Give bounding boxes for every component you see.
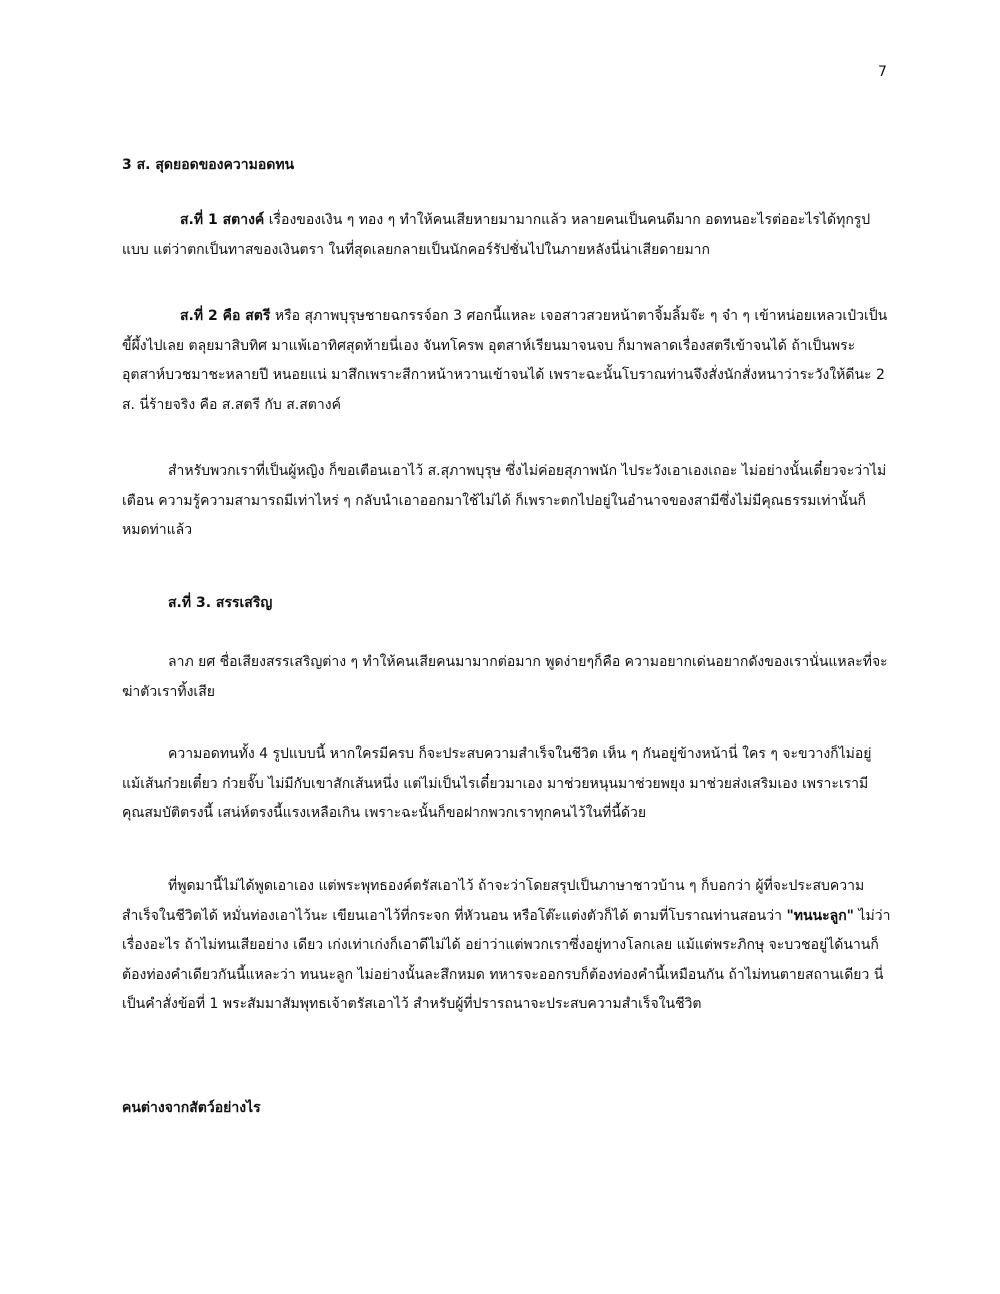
- paragraph-lead: ส.ที่ 2 คือ สตรี: [180, 308, 271, 324]
- paragraph-endure: [122, 872, 892, 1020]
- paragraph-money: [122, 206, 892, 265]
- paragraph-text: ไม่ว่าเรื่องอะไร ถ้าไม่ทนเสียอย่าง เดียว เก่งเท่าเก่งก็เอาดีไม่ได้ อย่าว่าแต่พวกเราซึ่งอยู่ทางโลกเลย แม้แต่พระภิกษุ จะบวชอยู่ได้นานก็ต้องท่องคำเดียวกันนี้แหละว่า ทนนะลูก ไม่อย่างนั้นละสึกหมด ทหารจะออกรบก็ต้องท่องคำนี้เหมือนกัน ถ้าไม่ทนตายสถานเดียว นี่เป็นคำสั่งข้อที่ 1 พระสัมมาสัมพุทธเจ้าตรัสเอาไว้ สำหรับผู้ที่ปรารถนาจะประสบความสำเร็จในชีวิต: [122, 907, 891, 1012]
- paragraph-text: เรื่องของเงิน ๆ ทอง ๆ ทำให้คนเสียหายมามากแล้ว หลายคนเป็นคนดีมาก อดทนอะไรต่ออะไรได้ทุกรูปแบบ แต่ว่าตกเป็นทาสของเงินตรา ในที่สุดเลยกลายเป็นนักคอร์รัปชั่นไปในภายหลังนี่น่าเสียดายมาก: [122, 212, 871, 258]
- paragraph-women: [122, 302, 892, 420]
- paragraph-warning: [122, 457, 892, 546]
- page-number: 7: [878, 64, 887, 80]
- paragraph-text: ความอดทนทั้ง 4 รูปแบบนี้ หากใครมีครบ ก็จะประสบความสำเร็จในชีวิต เห็น ๆ กันอยู่ข้างหน้านี่ ใคร ๆ จะขวางก็ไม่อยู่ แม้เส้นก๋วยเตี๋ยว ก๋วยจั๊บ ไม่มีกับเขาสักเส้นหนึ่ง แต่ไม่เป็นไรเดี๋ยวมาเอง มาช่วยหนุนมาช่วยพยุง มาช่วยส่งเสริมเอง เพราะเรามีคุณสมบัติตรงนี้ เสน่ห์ตรงนี้แรงเหลือเกิน เพราะฉะนั้นก็ขอฝากพวกเราทุกคนไว้ในที่นี้ด้วย: [122, 746, 872, 821]
- paragraph-text: ลาภ ยศ ชื่อเสียงสรรเสริญต่าง ๆ ทำให้คนเสียคนมามากต่อมาก พูดง่ายๆก็คือ ความอยากเด่นอยากดังของเรานั่นแหละที่จะฆ่าตัวเราทิ้งเสีย: [122, 654, 888, 700]
- section-heading-last: คนต่างจากสัตว์อย่างไร: [122, 1100, 261, 1116]
- paragraph-patience: [122, 740, 892, 829]
- section-heading: 3 ส. สุดยอดของความอดทน: [122, 157, 295, 173]
- paragraph-text: หรือ สุภาพบุรุษชายฉกรรจ์อก 3 ศอกนี้แหละ เจอสาวสวยหน้าตาจิ้มลิ้มจ๊ะ ๆ จ๋า ๆ เข้าหน่อยเหลวเป๋วเป็นขี้ผึ้งไปเลย ตลุยมาสิบทิศ มาแพ้เอาทิศสุดท้ายนี่เอง จันทโครพ อุตสาห์เรียนมาจนจบ ก็มาพลาดเรื่องสตรีเข้าจนได้ ถ้าเป็นพระ อุตสาห์บวชมาชะหลายปี หนอยแน่ มาสึกเพราะสีกาหน้าหวานเข้าจนได้ เพราะฉะนั้นโบราณท่านจึงสั่งนักสั่งหนาว่าระวังให้ดีนะ 2 ส. นี่ร้ายจริง คือ ส.สตรี กับ ส.สตางค์: [122, 308, 888, 413]
- subsection-heading: ส.ที่ 3. สรรเสริญ: [168, 595, 273, 611]
- emphasis-quote: "ทนนะลูก": [786, 907, 854, 924]
- paragraph-text: สำหรับพวกเราที่เป็นผู้หญิง ก็ขอเตือนเอาไว้ ส.สุภาพบุรุษ ซึ่งไม่ค่อยสุภาพนัก ไประวังเอาเองเถอะ ไม่อย่างนั้นเดี๋ยวจะว่าไม่เตือน ความรู้ความสามารถมีเท่าไหร่ ๆ กลับนำเอาออกมาใช้ไม่ได้ ก็เพราะตกไปอยู่ในอำนาจของสามีซึ่งไม่มีคุณธรรมเท่านั้นก็หมดท่าแล้ว: [122, 463, 887, 538]
- paragraph-praise: [122, 648, 892, 707]
- paragraph-text: ที่พูดมานี้ไม่ได้พูดเอาเอง แต่พระพุทธองค์ตรัสเอาไว้ ถ้าจะว่าโดยสรุปเป็นภาษาชาวบ้าน ๆ ก็บอกว่า ผู้ที่จะประสบความสำเร็จในชีวิตได้ หมั่นท่องเอาไว้นะ เขียนเอาไว้ที่กระจก ที่หัวนอน หรือโต๊ะแต่งตัวก็ได้ ตามที่โบราณท่านสอนว่า: [122, 878, 865, 924]
- paragraph-lead: ส.ที่ 1 สตางค์: [180, 212, 265, 228]
